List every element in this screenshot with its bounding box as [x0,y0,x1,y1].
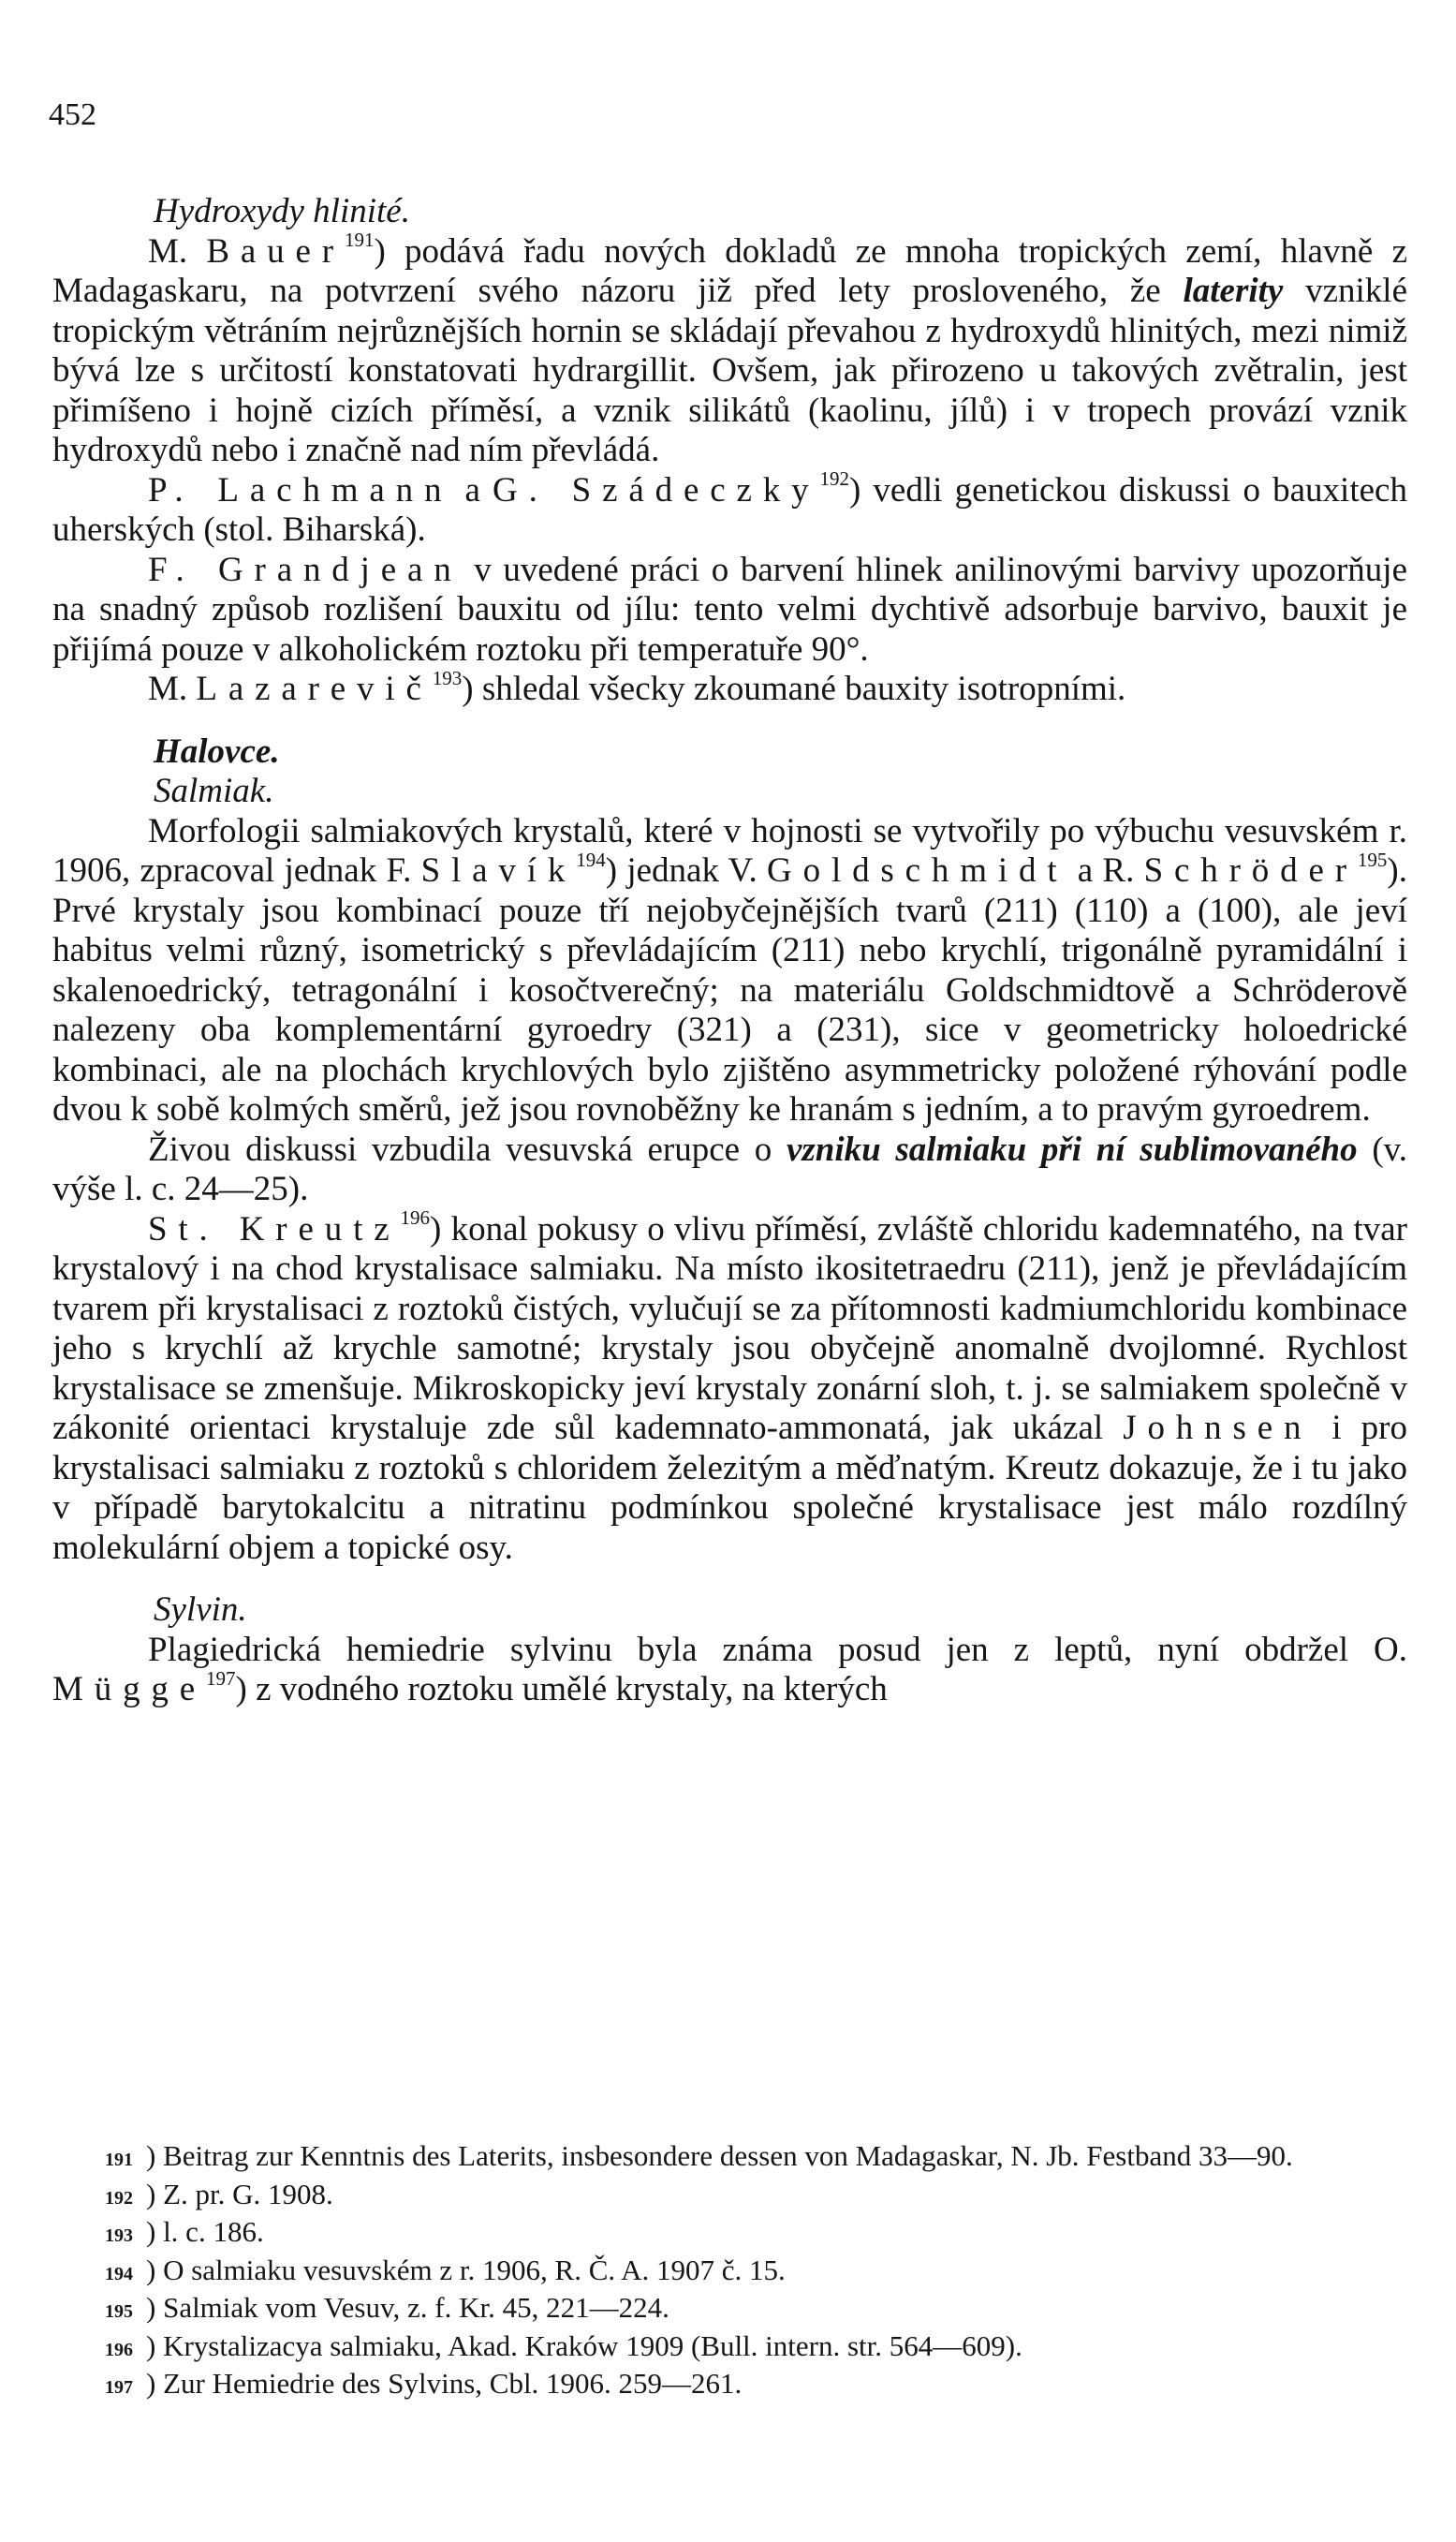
page-number: 452 [49,97,96,132]
footnote: 194 ) O salmiaku vesuvském z r. 1906, R. Č. A. 1907 č. 15. [52,2254,1407,2292]
footnote-ref: 197 [206,1666,236,1690]
author-name: F. Grandjean [148,550,463,589]
footnote-number: 194 [105,2263,133,2284]
footnote-ref: 191 [344,229,375,252]
paragraph-lazarevic: M. Lazarevič$^{193}$) shledal všecky zkoumané bauxity isotropními. [148,666,1126,708]
footnote-ref: 194 [576,848,606,871]
footnote: 192 ) Z. pr. G. 1908. [52,2178,1407,2216]
footnote-ref: 195 [1357,848,1388,871]
footnote-number: 197 [105,2377,133,2398]
section-heading-hydroxydy: Hydroxydy hlinité. [154,192,410,230]
footnote-number: 196 [105,2339,133,2360]
footnotes [52,2139,1407,2405]
emphasis: vzniku salmiaku při ní sublimovaného [786,1130,1358,1169]
author-name: Goldschmidt [767,851,1068,890]
subsection-heading-salmiak: Salmiak. [154,772,274,810]
footnote-ref: 192 [819,467,849,491]
author-name: St. Kreutz [148,1209,401,1249]
paragraph-sylvin: Plagiedrická hemiedrie sylvinu byla známa posud jen z leptů, nyní obdržel O. Mügge$^{197}$) z vodného roztoku umělé krystaly, na kterých [52,1630,1407,1708]
footnote-ref: 196 [400,1206,430,1230]
paragraph-lachmann: P. Lachmann a G. Szádeczky$^{192}$) vedli genetickou diskussi o bauxitech uherských (stol. Biharská). [52,467,1407,549]
subsection-heading-sylvin: Sylvin. [154,1590,247,1629]
paragraph-grandjean: F. Grandjean v uvedené práci o barvení hlinek anilinovými barvivy upozorňuje na snadný způsob rozlišení bauxitu od jílu: tento velmi dychtivě adsorbuje barvivo, bauxit je přijímá pouze v alkoholickém roztoku při temperatuře 90°. [52,550,1407,669]
paragraph-erupce: Živou diskussi vzbudila vesuvská erupce o vzniku salmiaku při ní sublimovaného (v. výše l. c. 24—25). [52,1130,1408,1208]
main-text [52,192,1407,1710]
footnote-number: 195 [105,2301,133,2322]
author-name: Mügge [52,1670,207,1708]
author-name: Johnsen [1123,1409,1313,1447]
footnote-number: 193 [105,2225,133,2246]
footnote-number: 191 [105,2150,133,2170]
paragraph-kreutz: St. Kreutz$^{196}$) konal pokusy o vlivu příměsí, zvláště chloridu kademnatého, na tvar krystalový i na chod krystalisace salmiaku. Na místo ikositetraedru (211), jenž je převládajícím tvarem při krystalisaci z roztoků čistých, vylučují se za přítomnosti kadmiumchloridu kombinace jeho s krychlí až krychle samotné; krystaly jsou obyčejně anomalně dvojlomné. Rychlost krystalisace se zmenšuje. Mikroskopicky jeví krystaly zonární sloh, t. j. se salmiakem společně v zákonité orientaci krystaluje zde sůl kademnato-ammonatá, jak ukázal Johnsen i pro krystalisaci salmiaku z roztoků s chloridem železitým a měďnatým. Kreutz dokazuje, že i tu jako v případě barytokalcitu a nitratinu podmínkou společné krystalisace jest málo rozdílný molekulární objem a topické osy. [52,1206,1407,1567]
emphasis: laterity [1183,272,1284,310]
author-name: G. Szádeczky [493,470,820,510]
footnote: 193 ) l. c. 186. [52,2215,1407,2254]
section-heading-halovce: Halovce. [154,732,280,771]
paragraph-salmiak-morphology: Morfologii salmiakových krystalů, které v hojnosti se vytvořily po výbuchu vesuvském r. 1906, zpracoval jednak F. Slavík$^{194}$) jednak V. Goldschmidt a R. Schröder$^{195}$). Prvé krystaly jsou kombinací pouze tří nejobyčejnějších tvarů (211) (110) a (100), ale jeví habitus velmi různý, isometrický s převládajícím (211) nebo krychlí, trigonálně pyramidální i skalenoedrický, tetragonální i kosočtverečný; na materiálu Goldschmidtově a Schröderově nalezeny oba komplementární gyroedry (321) a (231), sice v geometricky holoedrické kombinaci, ale na plochách krychlových bylo zjištěno asymmetricky položené rýhování podle dvou k sobě kolmých směrů, jež jsou rovnoběžny ke hranám s jedním, a to pravým gyroedrem. [52,811,1407,1129]
author-name: P. Lachmann [148,470,453,510]
footnote-number: 192 [105,2187,133,2209]
author-name: Schröder [1143,851,1358,890]
footnote: 195 ) Salmiak vom Vesuv, z. f. Kr. 45, 221—224. [52,2291,1407,2329]
footnote: 196 ) Krystalizacya salmiaku, Akad. Kraków 1909 (Bull. intern. str. 564—609). [52,2329,1407,2368]
paragraph-bauer: M. Bauer$^{191}$) podává řadu nových dokladů ze mnoha tropických zemí, hlavně z Madagaskaru, na potvrzení svého názoru již před lety prosloveného, že laterity vzniklé tropickým větráním nejrůznějších hornin se skládají převahou z hydroxydů hlinitých, mezi nimiž bývá lze s určitostí konstatovati hydrargillit. Ovšem, jak přirozeno u takových zvětralin, jest přimíšeno i hojně cizích příměsí, a vznik silikátů (kaolinu, jílů) i v tropech provází vznik hydroxydů nebo i značně nad ním převládá. [52,229,1408,469]
footnote-ref: 193 [432,666,463,689]
footnote: 191 ) Beitrag zur Kenntnis des Laterits, insbesondere dessen von Madagaskar, N. Jb. Festband 33—90. [52,2139,1407,2178]
footnote: 197 ) Zur Hemiedrie des Sylvins, Cbl. 1906. 259—261. [52,2367,1407,2405]
author-name: Bauer [206,231,345,271]
author-name: Lazarevič [196,670,433,708]
author-name: Slavík [420,851,577,890]
